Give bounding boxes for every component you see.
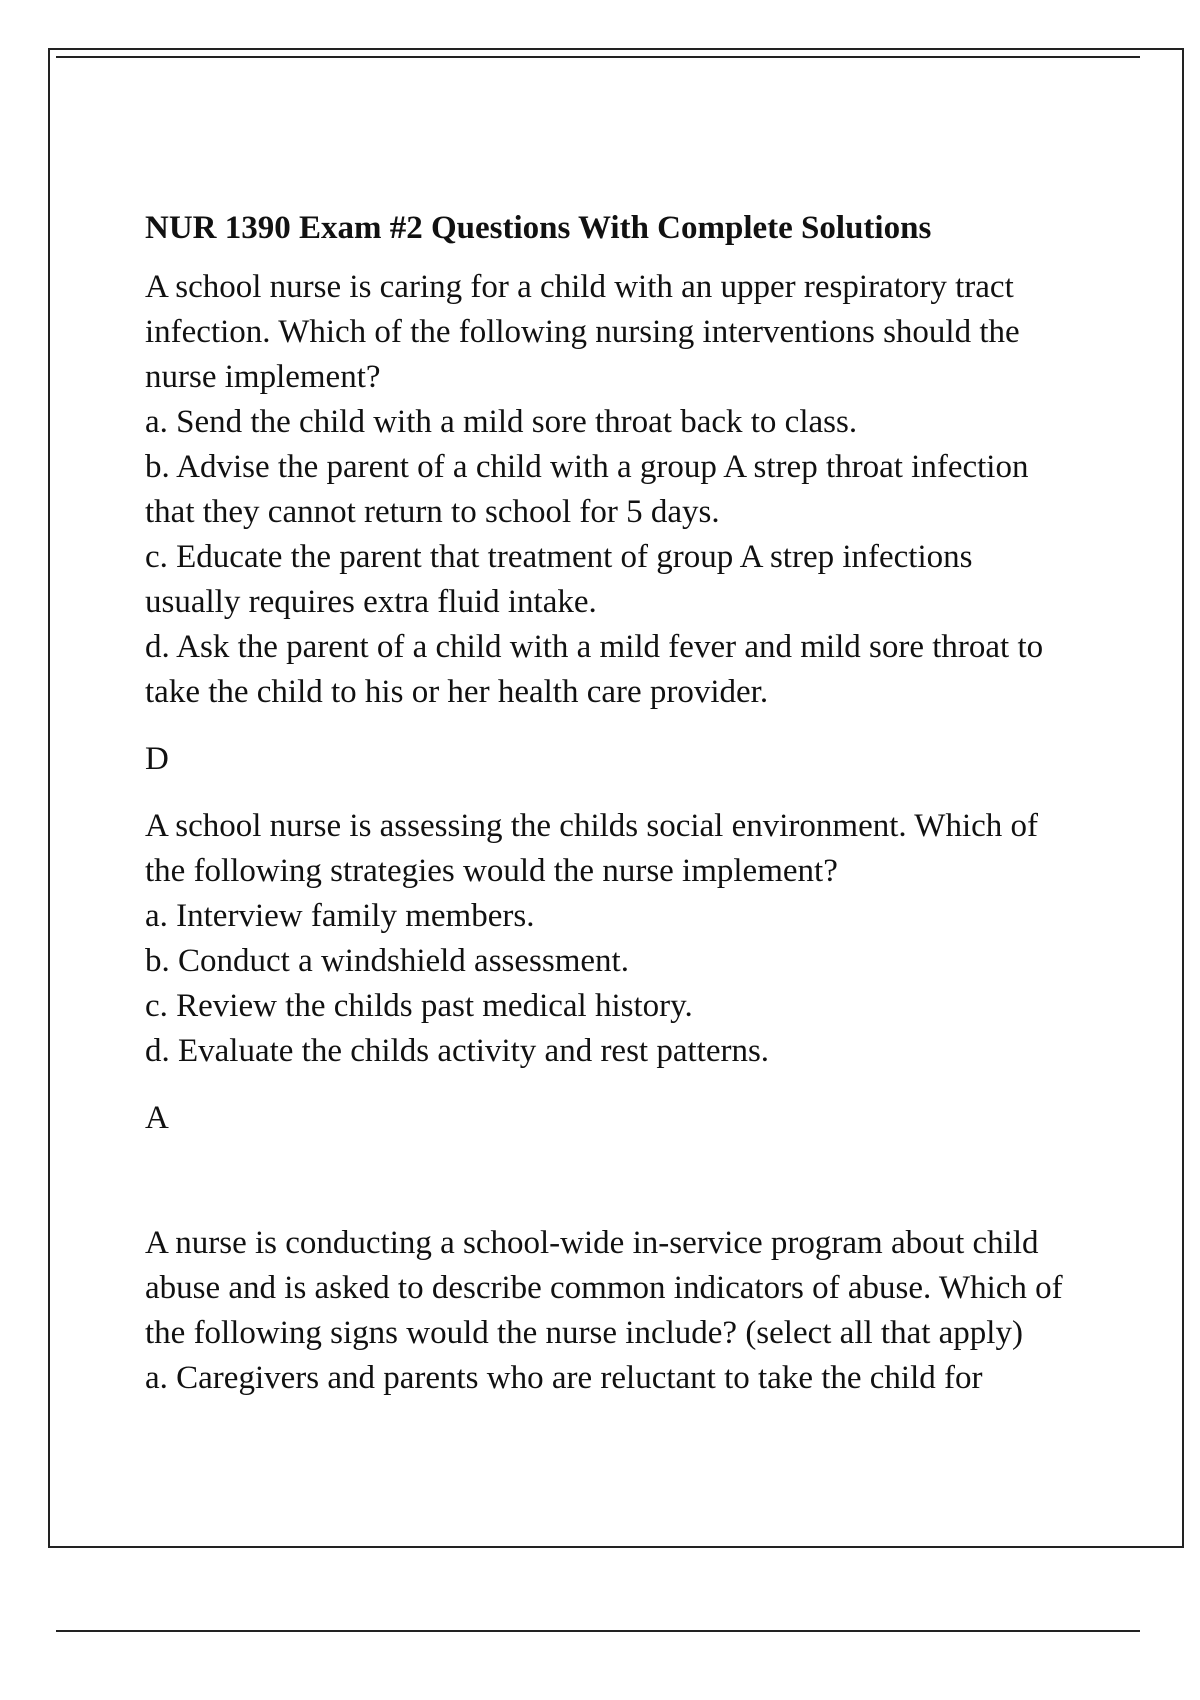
question-2-option-a: a. Interview family members. bbox=[145, 898, 535, 934]
question-2-option-b: b. Conduct a windshield assessment. bbox=[145, 943, 629, 979]
document-title: NUR 1390 Exam #2 Questions With Complete Solutions bbox=[145, 210, 932, 246]
question-2-option-d: d. Evaluate the childs activity and rest patterns. bbox=[145, 1033, 770, 1069]
bottom-divider bbox=[56, 1630, 1140, 1632]
question-1-prompt: A school nurse is caring for a child with an upper respiratory tract infection. Which of the following nursing interventions should the nurse implement? bbox=[145, 269, 1020, 395]
question-3-option-a: a. Caregivers and parents who are reluctant to take the child for bbox=[145, 1360, 983, 1396]
question-2 bbox=[145, 804, 1075, 1141]
question-1 bbox=[145, 265, 1075, 782]
question-3-prompt: A nurse is conducting a school-wide in-service program about child abuse and is asked to describe common indicators of abuse. Which of the following signs would the nurse include? (select all that apply) bbox=[145, 1225, 1063, 1351]
question-1-option-a: a. Send the child with a mild sore throat back to class. bbox=[145, 404, 858, 440]
document-body bbox=[145, 205, 1075, 1401]
top-divider bbox=[56, 56, 1140, 58]
section-spacer bbox=[145, 1163, 1075, 1221]
question-2-prompt: A school nurse is assessing the childs social environment. Which of the following strategies would the nurse implement? bbox=[145, 808, 1038, 889]
question-1-option-c: c. Educate the parent that treatment of group A strep infections usually requires extra fluid intake. bbox=[145, 539, 973, 620]
question-2-answer: A bbox=[145, 1100, 169, 1136]
question-1-answer: D bbox=[145, 741, 169, 777]
question-1-option-d: d. Ask the parent of a child with a mild fever and mild sore throat to take the child to his or her health care provider. bbox=[145, 629, 1044, 710]
question-2-option-c: c. Review the childs past medical history. bbox=[145, 988, 693, 1024]
question-3 bbox=[145, 1221, 1075, 1401]
question-1-option-b: b. Advise the parent of a child with a group A strep throat infection that they cannot return to school for 5 days. bbox=[145, 449, 1029, 530]
